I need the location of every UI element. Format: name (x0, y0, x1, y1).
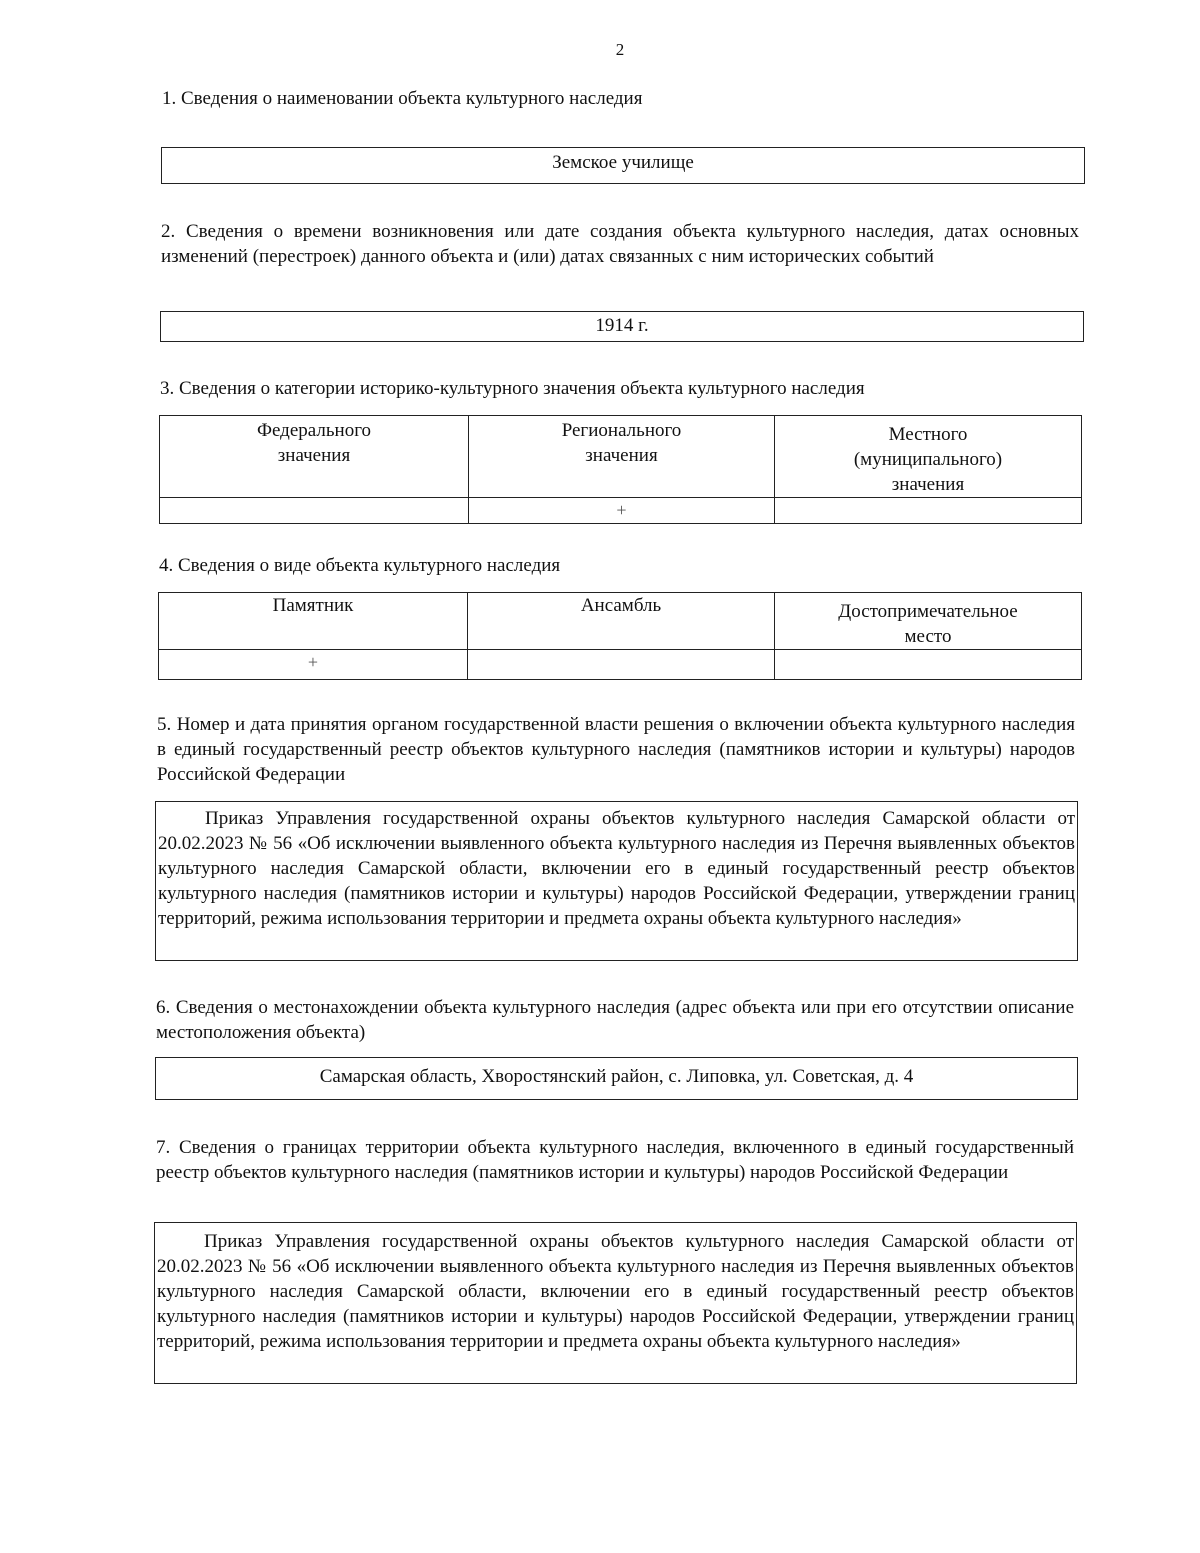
type-landmark-mark (775, 650, 1082, 680)
territory-boundaries-text: Приказ Управления государственной охраны объектов культурного наследия Самарской области от 20.02.2023 № 56 «Об исключении выявленного объекта культурного наследия из Перечня выявленных объектов культурного наследия Самарской области, включении его в единый государственный реестр объектов культурного наследия (памятников истории и культуры) народов Российской Федерации, утверждении границ территорий, режима использования территории и предмета охраны объекта культурного наследия» (157, 1231, 1074, 1352)
category-header-row (160, 416, 1082, 498)
section-1-value-box (161, 147, 1085, 184)
type-header-row (159, 593, 1082, 650)
category-mark-row (160, 498, 1082, 524)
section-5-heading: 5. Номер и дата принятия органом государственной власти решения о включении объекта культурного наследия в единый государственный реестр объектов культурного наследия (памятников истории и культуры) народов Российской Федерации (157, 714, 1075, 785)
category-local-mark (775, 498, 1082, 524)
type-table (158, 592, 1082, 680)
category-local-header: Местного (муниципального) значения (775, 416, 1082, 498)
section-4-heading: 4. Сведения о виде объекта культурного наследия (159, 555, 561, 576)
page-number: 2 (615, 40, 625, 59)
category-regional-mark: + (469, 498, 775, 524)
section-5-value-box (155, 801, 1078, 961)
section-2-value-box (160, 311, 1084, 342)
section-6-heading: 6. Сведения о местонахождении объекта культурного наследия (адрес объекта или при его отсутствии описание местоположения объекта) (156, 997, 1074, 1043)
type-landmark-header: Достопримечательное место (775, 593, 1082, 650)
type-ensemble-mark (468, 650, 775, 680)
type-ensemble-header: Ансамбль (468, 593, 775, 650)
category-regional-header: Регионального значения (469, 416, 775, 498)
type-monument-header: Памятник (159, 593, 468, 650)
section-7-heading: 7. Сведения о границах территории объекта культурного наследия, включенного в единый государственный реестр объектов культурного наследия (памятников истории и культуры) народов Российской Федерации (156, 1137, 1074, 1183)
type-mark-row (159, 650, 1082, 680)
section-2-heading: 2. Сведения о времени возникновения или дате создания объекта культурного наследия, датах основных изменений (перестроек) данного объекта и (или) датах связанных с ним исторических событий (161, 221, 1079, 267)
category-federal-header: Федерального значения (160, 416, 469, 498)
section-1-heading: 1. Сведения о наименовании объекта культурного наследия (162, 88, 643, 109)
type-monument-mark: + (159, 650, 468, 680)
creation-date: 1914 г. (595, 315, 649, 336)
object-address: Самарская область, Хворостянский район, с. Липовка, ул. Советская, д. 4 (319, 1066, 914, 1087)
section-3-heading: 3. Сведения о категории историко-культурного значения объекта культурного наследия (160, 378, 865, 399)
category-federal-mark (160, 498, 469, 524)
registry-decision-text: Приказ Управления государственной охраны объектов культурного наследия Самарской области от 20.02.2023 № 56 «Об исключении выявленного объекта культурного наследия из Перечня выявленных объектов культурного наследия Самарской области, включении его в единый государственный реестр объектов культурного наследия (памятников истории и культуры) народов Российской Федерации, утверждении границ территорий, режима использования территории и предмета охраны объекта культурного наследия» (158, 808, 1075, 929)
section-6-value-box (155, 1057, 1078, 1100)
object-name: Земское училище (552, 152, 694, 173)
section-7-value-box (154, 1222, 1077, 1384)
category-table (159, 415, 1082, 524)
